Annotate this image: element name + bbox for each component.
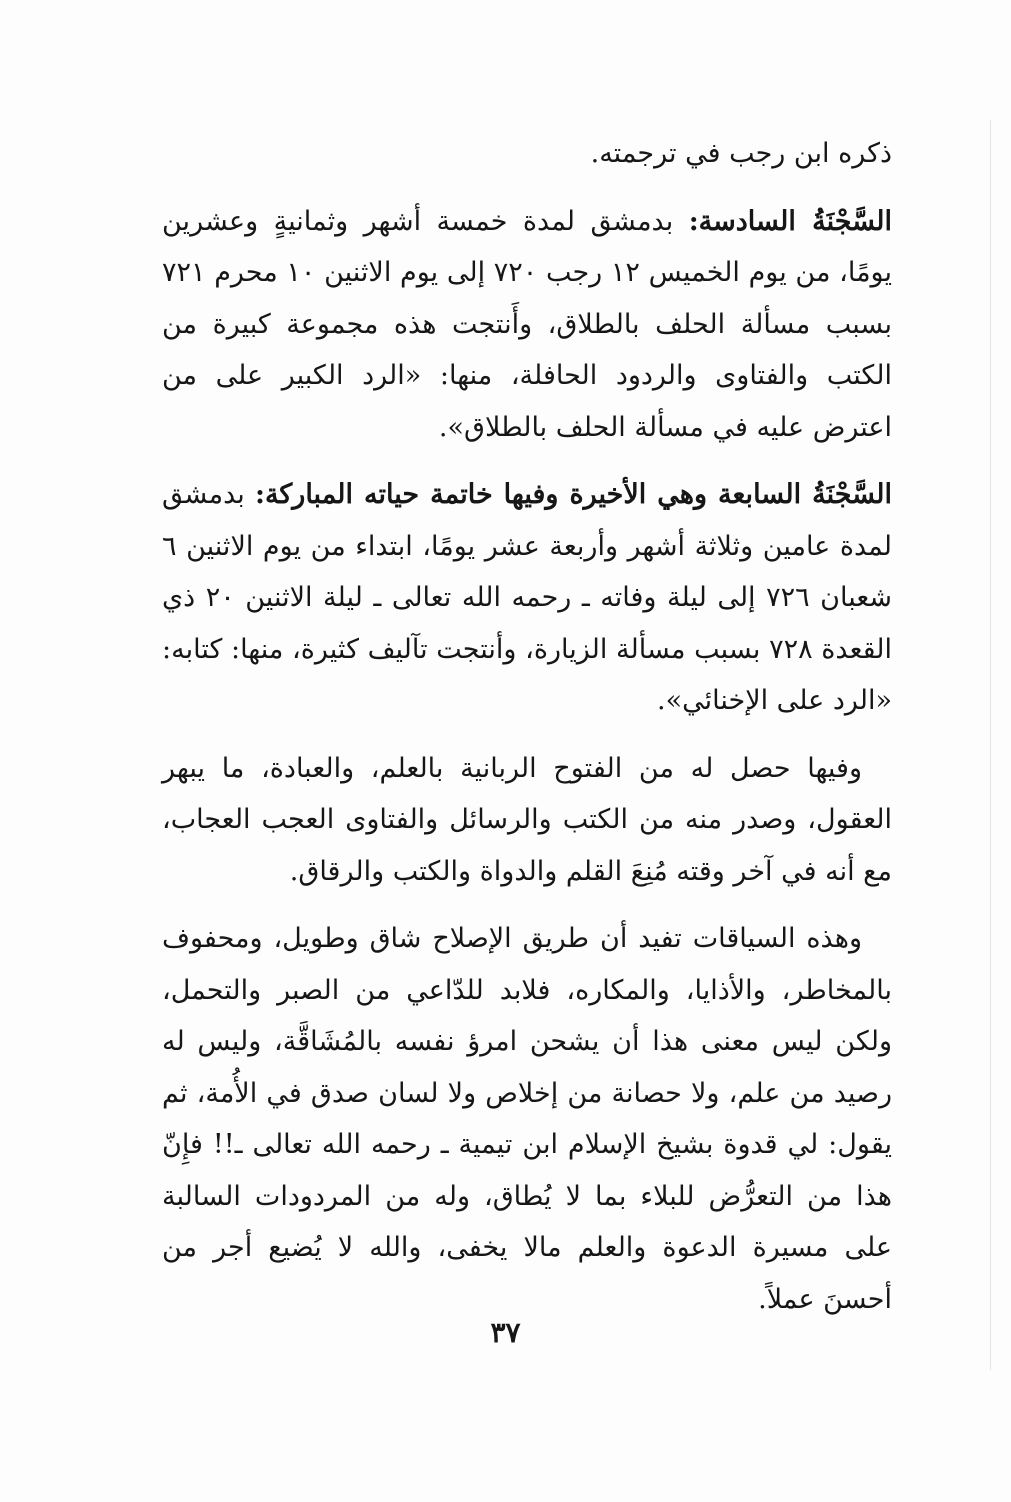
paragraph-3-heading: السَّجْنَةُ السابعة وهي الأخيرة وفيها خاتمة حياته المباركة:	[254, 479, 892, 510]
paragraph-4-text: وفيها حصل له من الفتوح الربانية بالعلم، والعبادة، ما يبهر العقول، وصدر منه من الكتب والرسائل والفتاوى العجب العجاب، مع أنه في آخر وقته مُنِعَ القلم والدواة والكتب والرقاق.	[162, 752, 892, 887]
paragraph-5-text: وهذه السياقات تفيد أن طريق الإصلاح شاق وطويل، ومحفوف بالمخاطر، والأذايا، والمكاره، فلابد للدّاعي من الصبر والتحمل، ولكن ليس معنى هذا أن يشحن امرؤ نفسه بالمُشَاقَّة، وليس له رصيد من علم، ولا حصانة من إخلاص ولا لسان صدق في الأُمة، ثم يقول: لي قدوة بشيخ الإسلام ابن تيمية ـ رحمه الله تعالى ـ!! فإِنّ هذا من التعرُّض للبلاء بما لا يُطاق، وله من المردودات السالبة على مسيرة الدعوة والعلم مالا يخفى، والله لا يُضيع أجر من أحسنَ عملاً.	[162, 923, 892, 1315]
paragraph-1-text: ذكره ابن رجب في ترجمته.	[590, 138, 892, 169]
paragraph-3	[162, 469, 892, 727]
paragraph-2-heading: السَّجْنَةُ السادسة:	[688, 205, 892, 237]
body-text	[162, 128, 892, 1325]
page-edge-line	[990, 120, 991, 1370]
paragraph-2-text: بدمشق لمدة خمسة أشهر وثمانيةٍ وعشرين يومًا، من يوم الخميس ١٢ رجب ٧٢٠ إلى يوم الاثنين ١٠ محرم ٧٢١ بسبب مسألة الحلف بالطلاق، وأَنتجت هذه مجموعة كبيرة من الكتب والفتاوى والردود الحافلة، منها: «الرد الكبير على من اعترض عليه في مسألة الحلف بالطلاق».	[162, 205, 892, 443]
paragraph-3-text: بدمشق لمدة عامين وثلاثة أشهر وأربعة عشر يومًا، ابتداء من يوم الاثنين ٦ شعبان ٧٢٦ إلى ليلة وفاته ـ رحمه الله تعالى ـ ليلة الاثنين ٢٠ ذي القعدة ٧٢٨ بسبب مسألة الزيارة، وأنتجت تآليف كثيرة، منها: كتابه: «الرد على الإخنائي».	[162, 479, 892, 716]
paragraph-5	[162, 913, 892, 1325]
paragraph-1	[162, 128, 892, 180]
page-number: ٣٧	[490, 1316, 521, 1349]
paragraph-4	[162, 743, 892, 898]
paragraph-2	[162, 196, 892, 454]
